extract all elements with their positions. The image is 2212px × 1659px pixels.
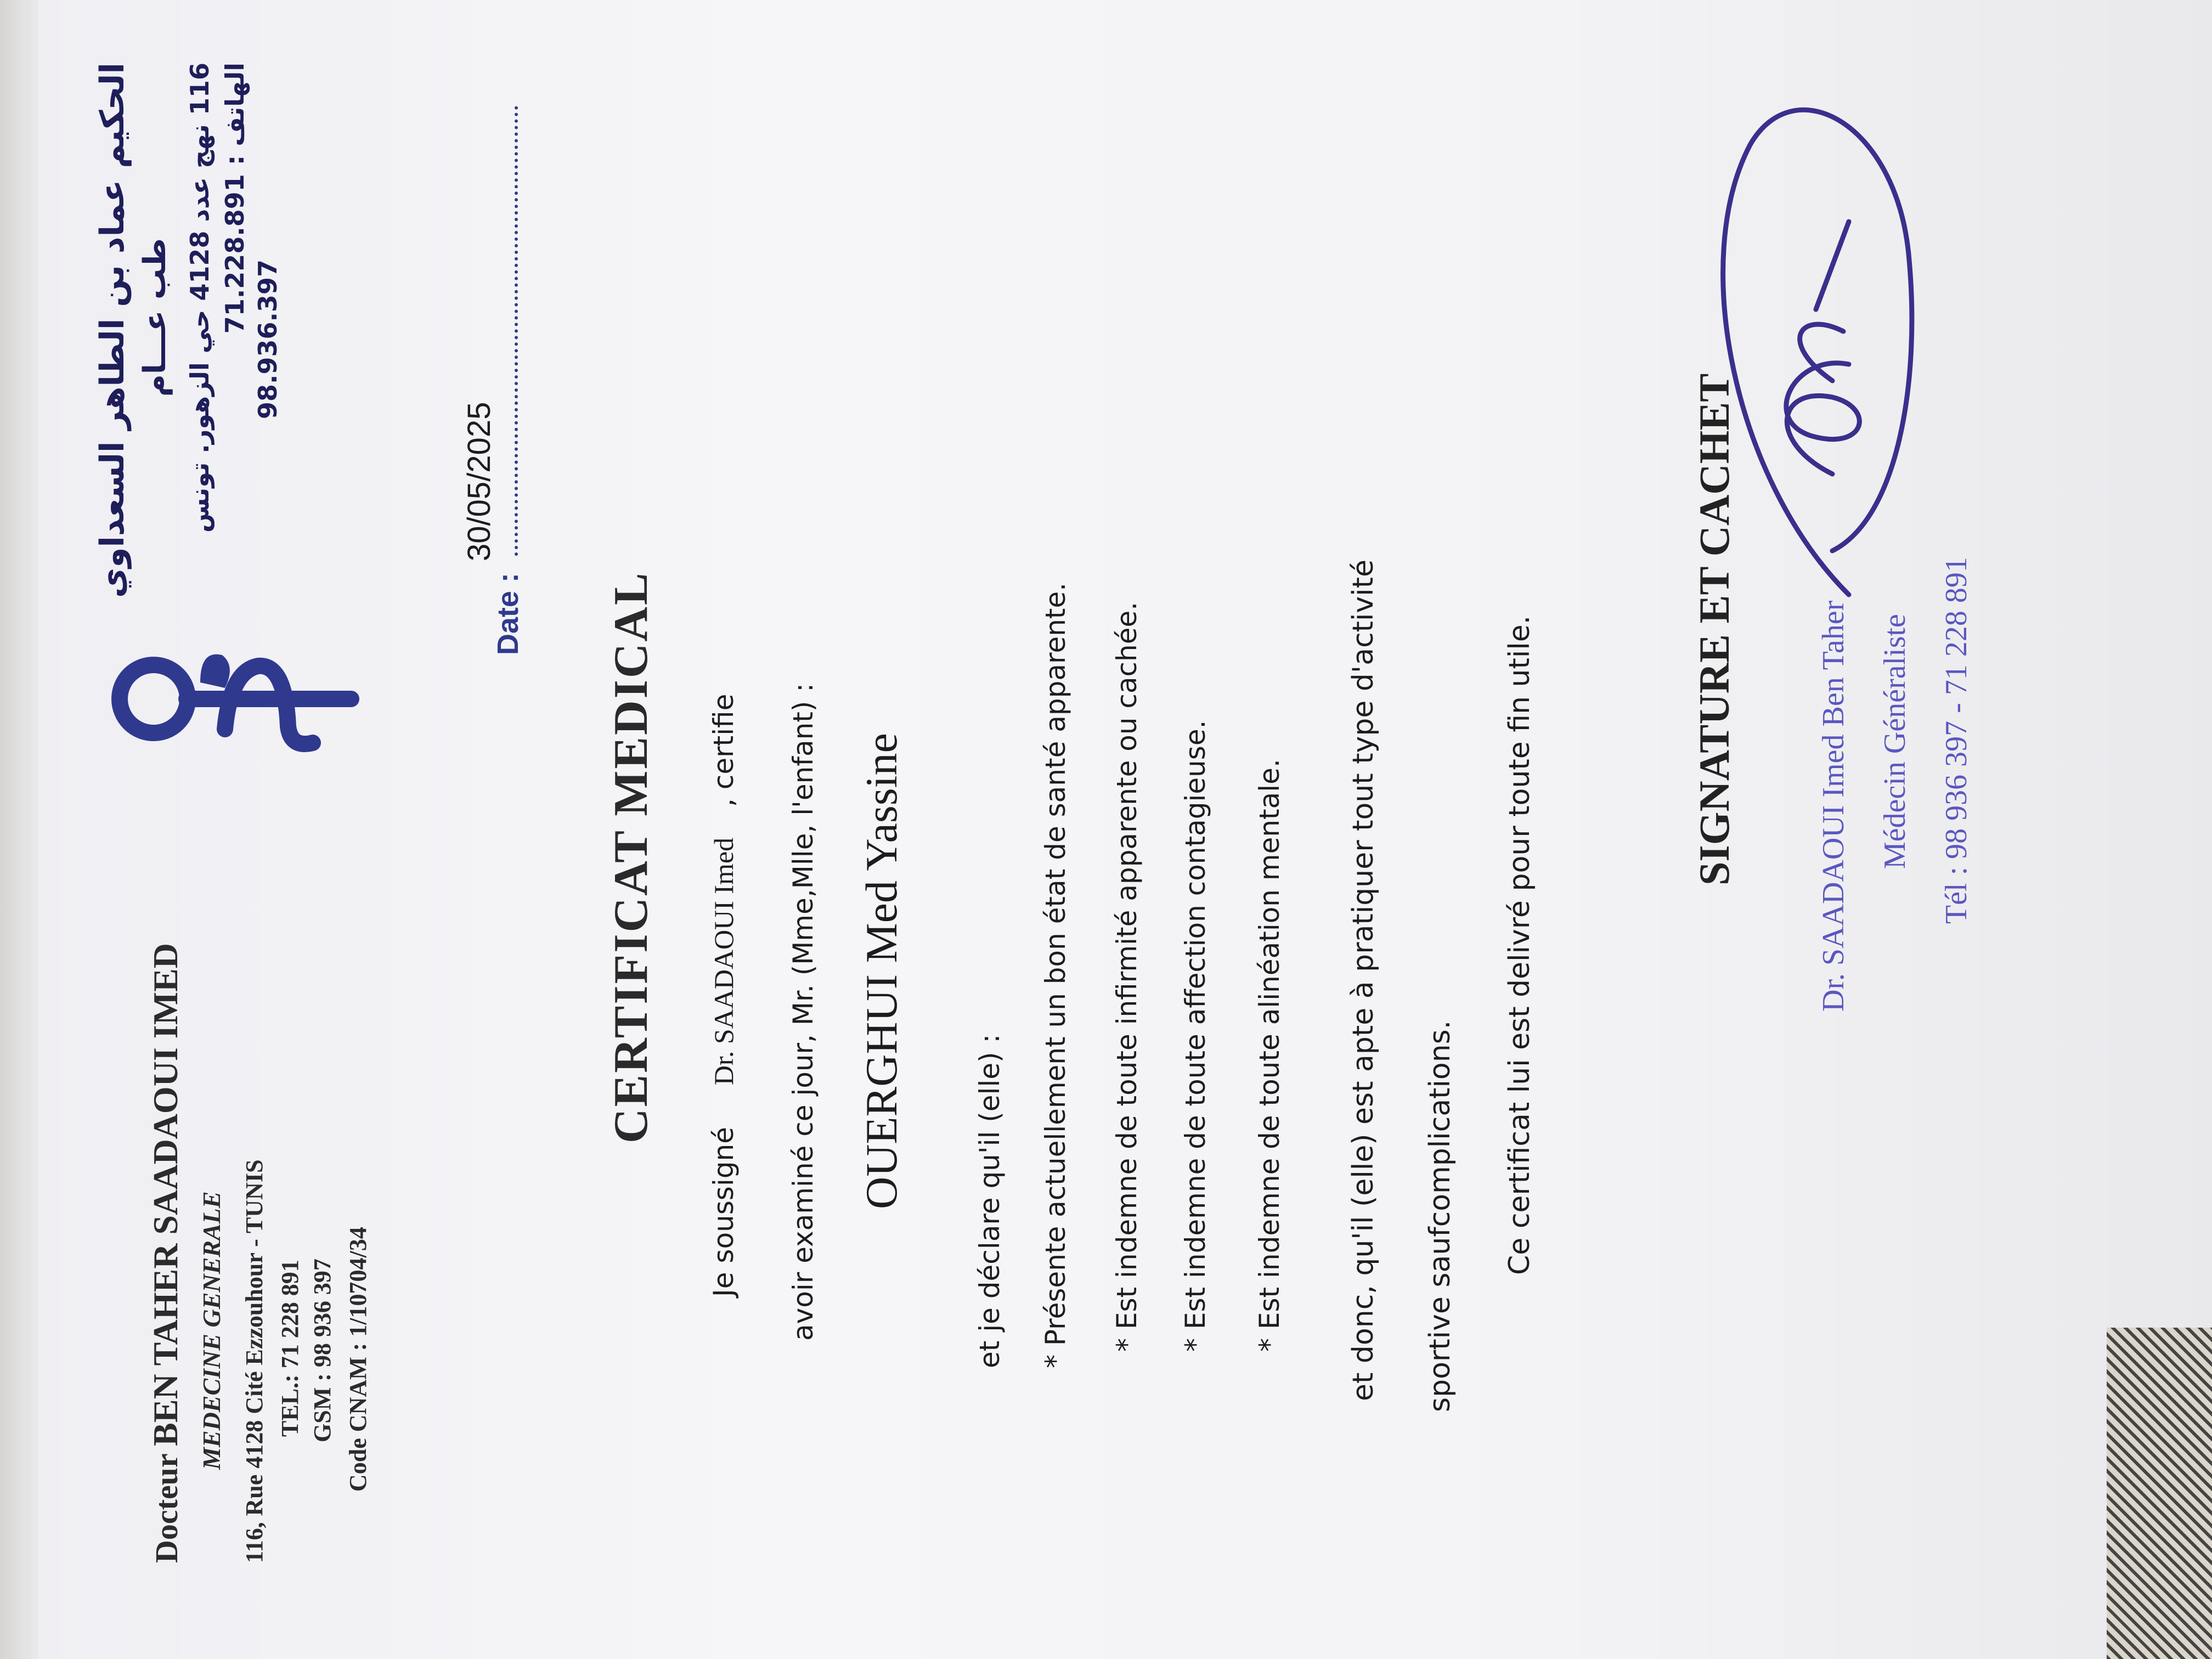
- signature-scribble: [1668, 41, 1931, 617]
- aptitude-line-1: et donc, qu'il (elle) est apte à pratiquer tout type d'activité: [1347, 559, 1380, 1401]
- address: 116, Rue 4128 Cité Ezzouhour - TUNIS: [241, 1159, 268, 1563]
- stamp-line-2: Médecin Généraliste: [1878, 614, 1912, 869]
- doctor-title-line: [145, 943, 186, 1563]
- body-line-2: avoir examiné ce jour, Mr. (Mme,Mlle, l'enfant) :: [787, 682, 819, 1341]
- closing-line: Ce certificat lui est delivré pour toute fin utile.: [1503, 615, 1536, 1275]
- cnam: Code CNAM : 1/10704/34: [345, 1227, 371, 1492]
- date-value: 30/05/2025: [461, 402, 497, 561]
- body-line-1: [708, 694, 740, 1297]
- stamp-line-1: Dr. SAADAOUI Imed Ben Taher: [1816, 600, 1850, 1012]
- bullet-1: * Présente actuellement un bon état de santé apparente.: [1040, 582, 1071, 1368]
- caduceus-logo-icon: [104, 617, 362, 781]
- letterhead-left: [145, 943, 372, 1563]
- gsm: GSM : 98 936 397: [309, 1259, 336, 1442]
- date-label: Date :: [492, 572, 524, 655]
- date-dots: [461, 106, 518, 561]
- certifie-text: , certifie: [708, 693, 740, 807]
- address-arabic: 116 نهج عدد 4128 حي الزهور. تونس: [185, 63, 215, 533]
- declare-line: et je déclare qu'il (elle) :: [974, 1034, 1006, 1368]
- specialty-arabic: طب عـــام: [137, 238, 173, 397]
- stamp-line-3: Tél : 98 936 397 - 71 228 891: [1939, 557, 1973, 924]
- bullet-4: * Est indemne de toute alinéation mentale.: [1254, 759, 1285, 1352]
- doctor-name: BEN TAHER SAADAOUI IMED: [146, 943, 185, 1446]
- specialty: MEDECINE GENERALE: [198, 1191, 225, 1470]
- letterhead-right: [93, 63, 283, 622]
- tel: TEL.: 71 228 891: [276, 1260, 303, 1437]
- doctor-name-arabic: الحكيم عماد بن الطاهر السعداوي: [93, 63, 132, 598]
- aptitude-line-2: sportive saufcomplications.: [1424, 1020, 1457, 1412]
- certificate-title: CERTIFICAT MEDICAL: [605, 571, 658, 1143]
- stamp: [1816, 557, 1974, 1012]
- patient-name: OUERGHUI Med Yassine: [856, 733, 906, 1209]
- signature-label: SIGNATURE ET CACHET: [1690, 373, 1738, 885]
- bullet-3: * Est indemne de toute affection contagieuse.: [1180, 720, 1211, 1352]
- soussigne-text: Je soussigné: [708, 1127, 740, 1297]
- doctor-handwritten: Dr. SAADAOUI Imed: [708, 837, 739, 1086]
- doctor-prefix: Docteur: [149, 1454, 184, 1563]
- bullet-2: * Est indemne de toute infirmité apparente ou cachée.: [1111, 601, 1143, 1352]
- date-line: [461, 106, 525, 655]
- mobile-number: 98.936.397: [253, 259, 283, 419]
- phone-arabic: الهاتف : 71.228.891: [220, 63, 250, 334]
